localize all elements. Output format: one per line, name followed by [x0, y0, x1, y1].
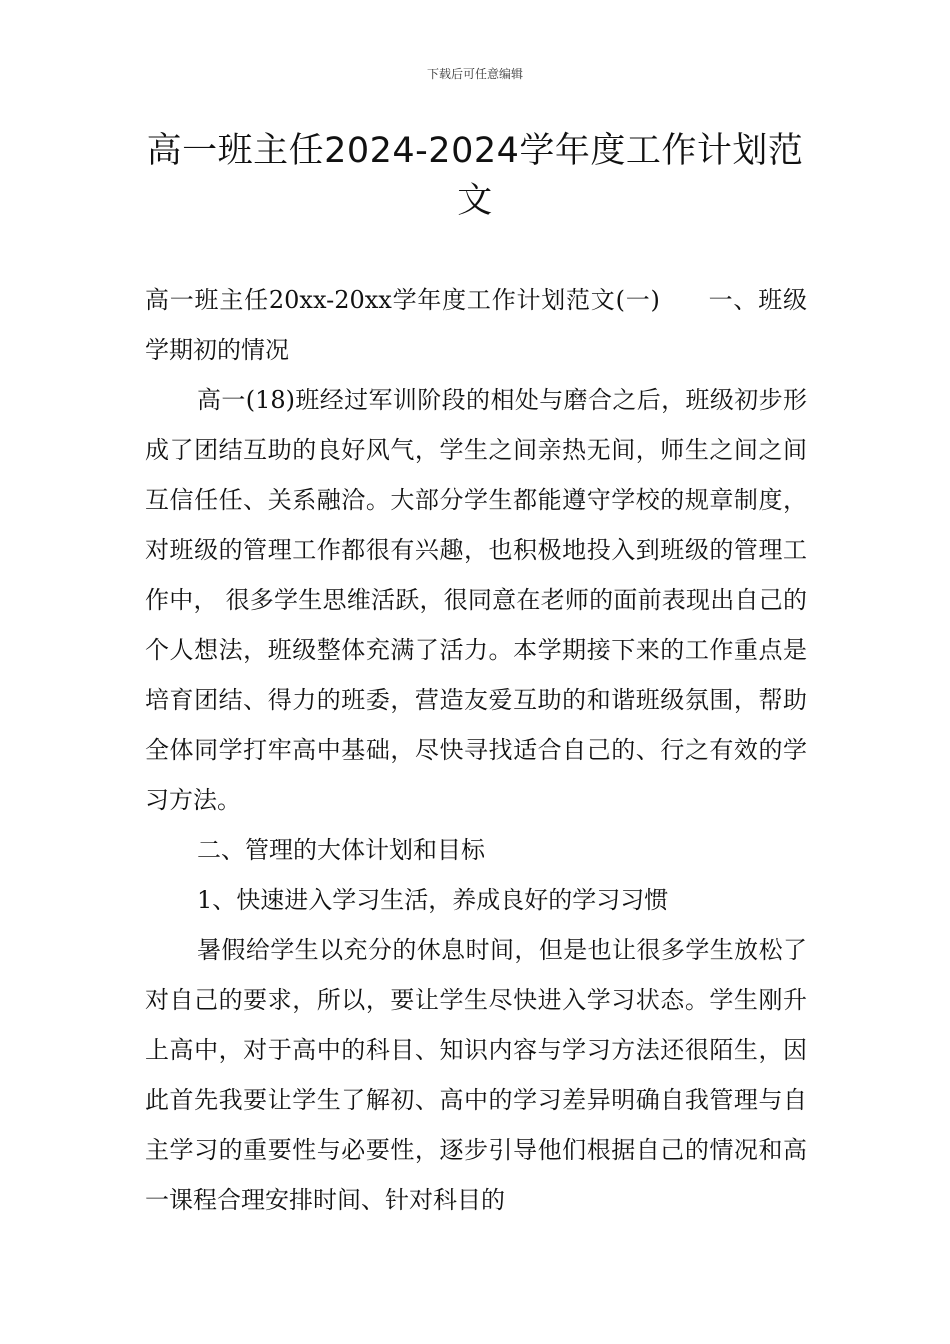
paragraph-study-habits: 暑假给学生以充分的休息时间，但是也让很多学生放松了对自己的要求，所以，要让学生尽快进入学习状态。学生刚升上高中，对于高中的科目、知识内容与学习方法还很陌生，因此首先我要让学生了解初、高中的学习差异明确自我管理与自主学习的重要性与必要性，逐步引导他们根据自己的情况和高一课程合理安排时间、针对科目的	[145, 936, 807, 1214]
header-note: 下载后可任意编辑	[426, 67, 523, 81]
document-title: 高一班主任2024-2024学年度工作计划范文	[146, 131, 804, 221]
intro-lead: 高一班主任20xx-20xx学年度工作计划范文(一)	[145, 286, 660, 314]
subsection-heading-1: 1、快速进入学习生活，养成良好的学习习惯	[197, 886, 669, 914]
paragraph-class-situation: 高一(18)班经过军训阶段的相处与磨合之后，班级初步形成了团结互助的良好风气，学生之间亲热无间，师生之间之间互信任任、关系融洽。大部分学生都能遵守学校的规章制度，对班级的管理工作都很有兴趣，也积极地投入到班级的管理工作中， 很多学生思维活跃，很同意在老师的面前表现出自己的个人想法，班级整体充满了活力。本学期接下来的工作重点是培育团结、得力的班委，营造友爱互助的和谐班级氛围，帮助全体同学打牢高中基础，尽快寻找适合自己的、行之有效的学习方法。	[145, 386, 807, 814]
section-heading-1: 一、班级学期初的情况	[145, 286, 807, 364]
section-heading-2: 二、管理的大体计划和目标	[197, 836, 485, 864]
intro-paragraph	[145, 275, 807, 375]
document-body	[145, 275, 807, 1225]
